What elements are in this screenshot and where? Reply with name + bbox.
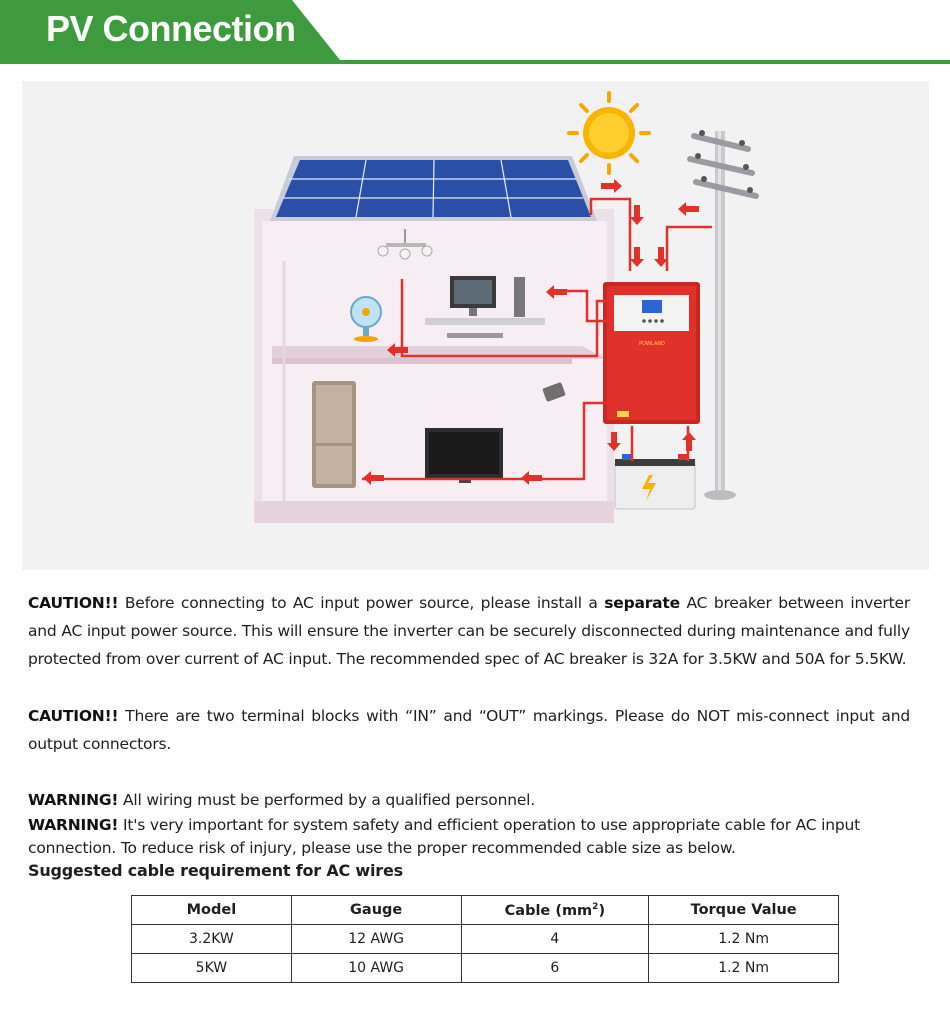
cell-gauge: 10 AWG — [291, 954, 461, 983]
cable-requirement-table — [131, 895, 839, 983]
header-torque: Torque Value — [649, 896, 839, 925]
inverter-illustration — [603, 282, 700, 424]
solar-panel-illustration — [270, 156, 597, 221]
warning-text: All wiring must be performed by a qualified personnel. — [118, 791, 535, 809]
warning-label: WARNING! — [28, 791, 119, 809]
television-icon — [425, 428, 503, 483]
cell-cable: 6 — [461, 954, 649, 983]
page-title: PV Connection — [46, 8, 296, 49]
refrigerator-icon — [312, 381, 356, 488]
caution-terminal-text: There are two terminal blocks with “IN” and “OUT” markings. Please do NOT mis-connect input and output connectors. — [28, 707, 910, 754]
caution-text-b: AC breaker between inverter and AC input power source. This will ensure the inverter can be securely disconnected during maintenance and fully protected from over current of AC input. The recommended spec of AC breaker is 32A for 3.5KW and 50A for 5.5KW. — [28, 594, 910, 669]
pv-connection-diagram — [22, 81, 929, 570]
section-header — [0, 0, 950, 66]
table-row — [132, 954, 839, 983]
caution-terminal-paragraph — [28, 702, 910, 758]
table-row — [132, 925, 839, 954]
header-gauge: Gauge — [291, 896, 461, 925]
sun-icon — [569, 93, 649, 173]
table-title: Suggested cable requirement for AC wires — [28, 861, 403, 880]
cell-torque: 1.2 Nm — [649, 954, 839, 983]
caution-label: CAUTION!! — [28, 594, 119, 612]
cell-model: 3.2KW — [132, 925, 292, 954]
header-underline — [0, 60, 950, 64]
warning-label: WARNING! — [28, 816, 119, 834]
cell-torque: 1.2 Nm — [649, 925, 839, 954]
battery-illustration — [615, 454, 695, 509]
warning-cable-size — [28, 814, 918, 859]
caution-paragraph — [28, 589, 910, 674]
table-header-row — [132, 896, 839, 925]
header-cable: Cable $(mm^2)$ — [461, 896, 649, 925]
cell-gauge: 12 AWG — [291, 925, 461, 954]
caution-label: CAUTION!! — [28, 707, 119, 725]
warning-text: It's very important for system safety and efficient operation to use appropriate cable for AC input connection. To reduce risk of injury, please use the proper recommended cable size as below. — [28, 816, 861, 857]
inverter-brand-label: POWLAND — [639, 341, 665, 347]
cell-cable: 4 — [461, 925, 649, 954]
header-model: Model — [132, 896, 292, 925]
warning-qualified-personnel — [28, 789, 928, 812]
cell-model: 5KW — [132, 954, 292, 983]
caution-text-a: Before connecting to AC input power source, please install a — [118, 594, 605, 612]
caution-emphasis: separate — [604, 594, 680, 612]
